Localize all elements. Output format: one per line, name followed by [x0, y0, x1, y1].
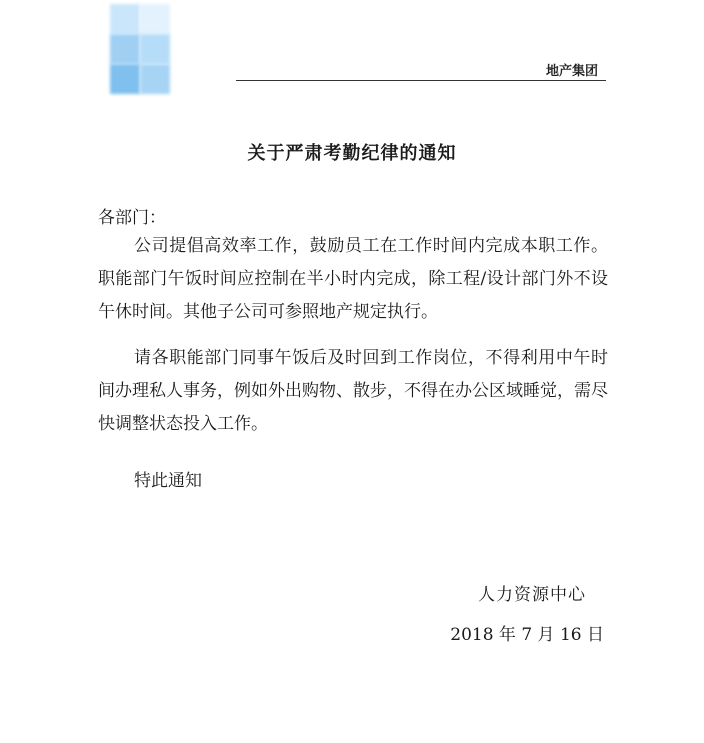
notice-paragraph-1: 公司提倡高效率工作，鼓励员工在工作时间内完成本职工作。职能部门午饭时间应控制在半小时内完成，除工程/设计部门外不设午休时间。其他子公司可参照地产规定执行。: [98, 236, 608, 322]
notice-salutation: 各部门：: [98, 208, 166, 228]
notice-paragraph-2: 请各职能部门同事午饭后及时回到工作岗位，不得利用中午时间办理私人事务，例如外出购物、散步，不得在办公区域睡觉，需尽快调整状态投入工作。: [98, 348, 608, 434]
notice-signature: 人力资源中心: [478, 585, 586, 605]
header-divider: [236, 80, 606, 81]
notice-title: 关于严肃考勤纪律的通知: [247, 143, 457, 164]
notice-date: 2018 年 7 月 16 日: [450, 625, 604, 645]
notice-closing: 特此通知: [134, 471, 202, 491]
header-organization: 地产集团: [546, 64, 599, 79]
blurred-logo-icon: [96, 4, 178, 96]
